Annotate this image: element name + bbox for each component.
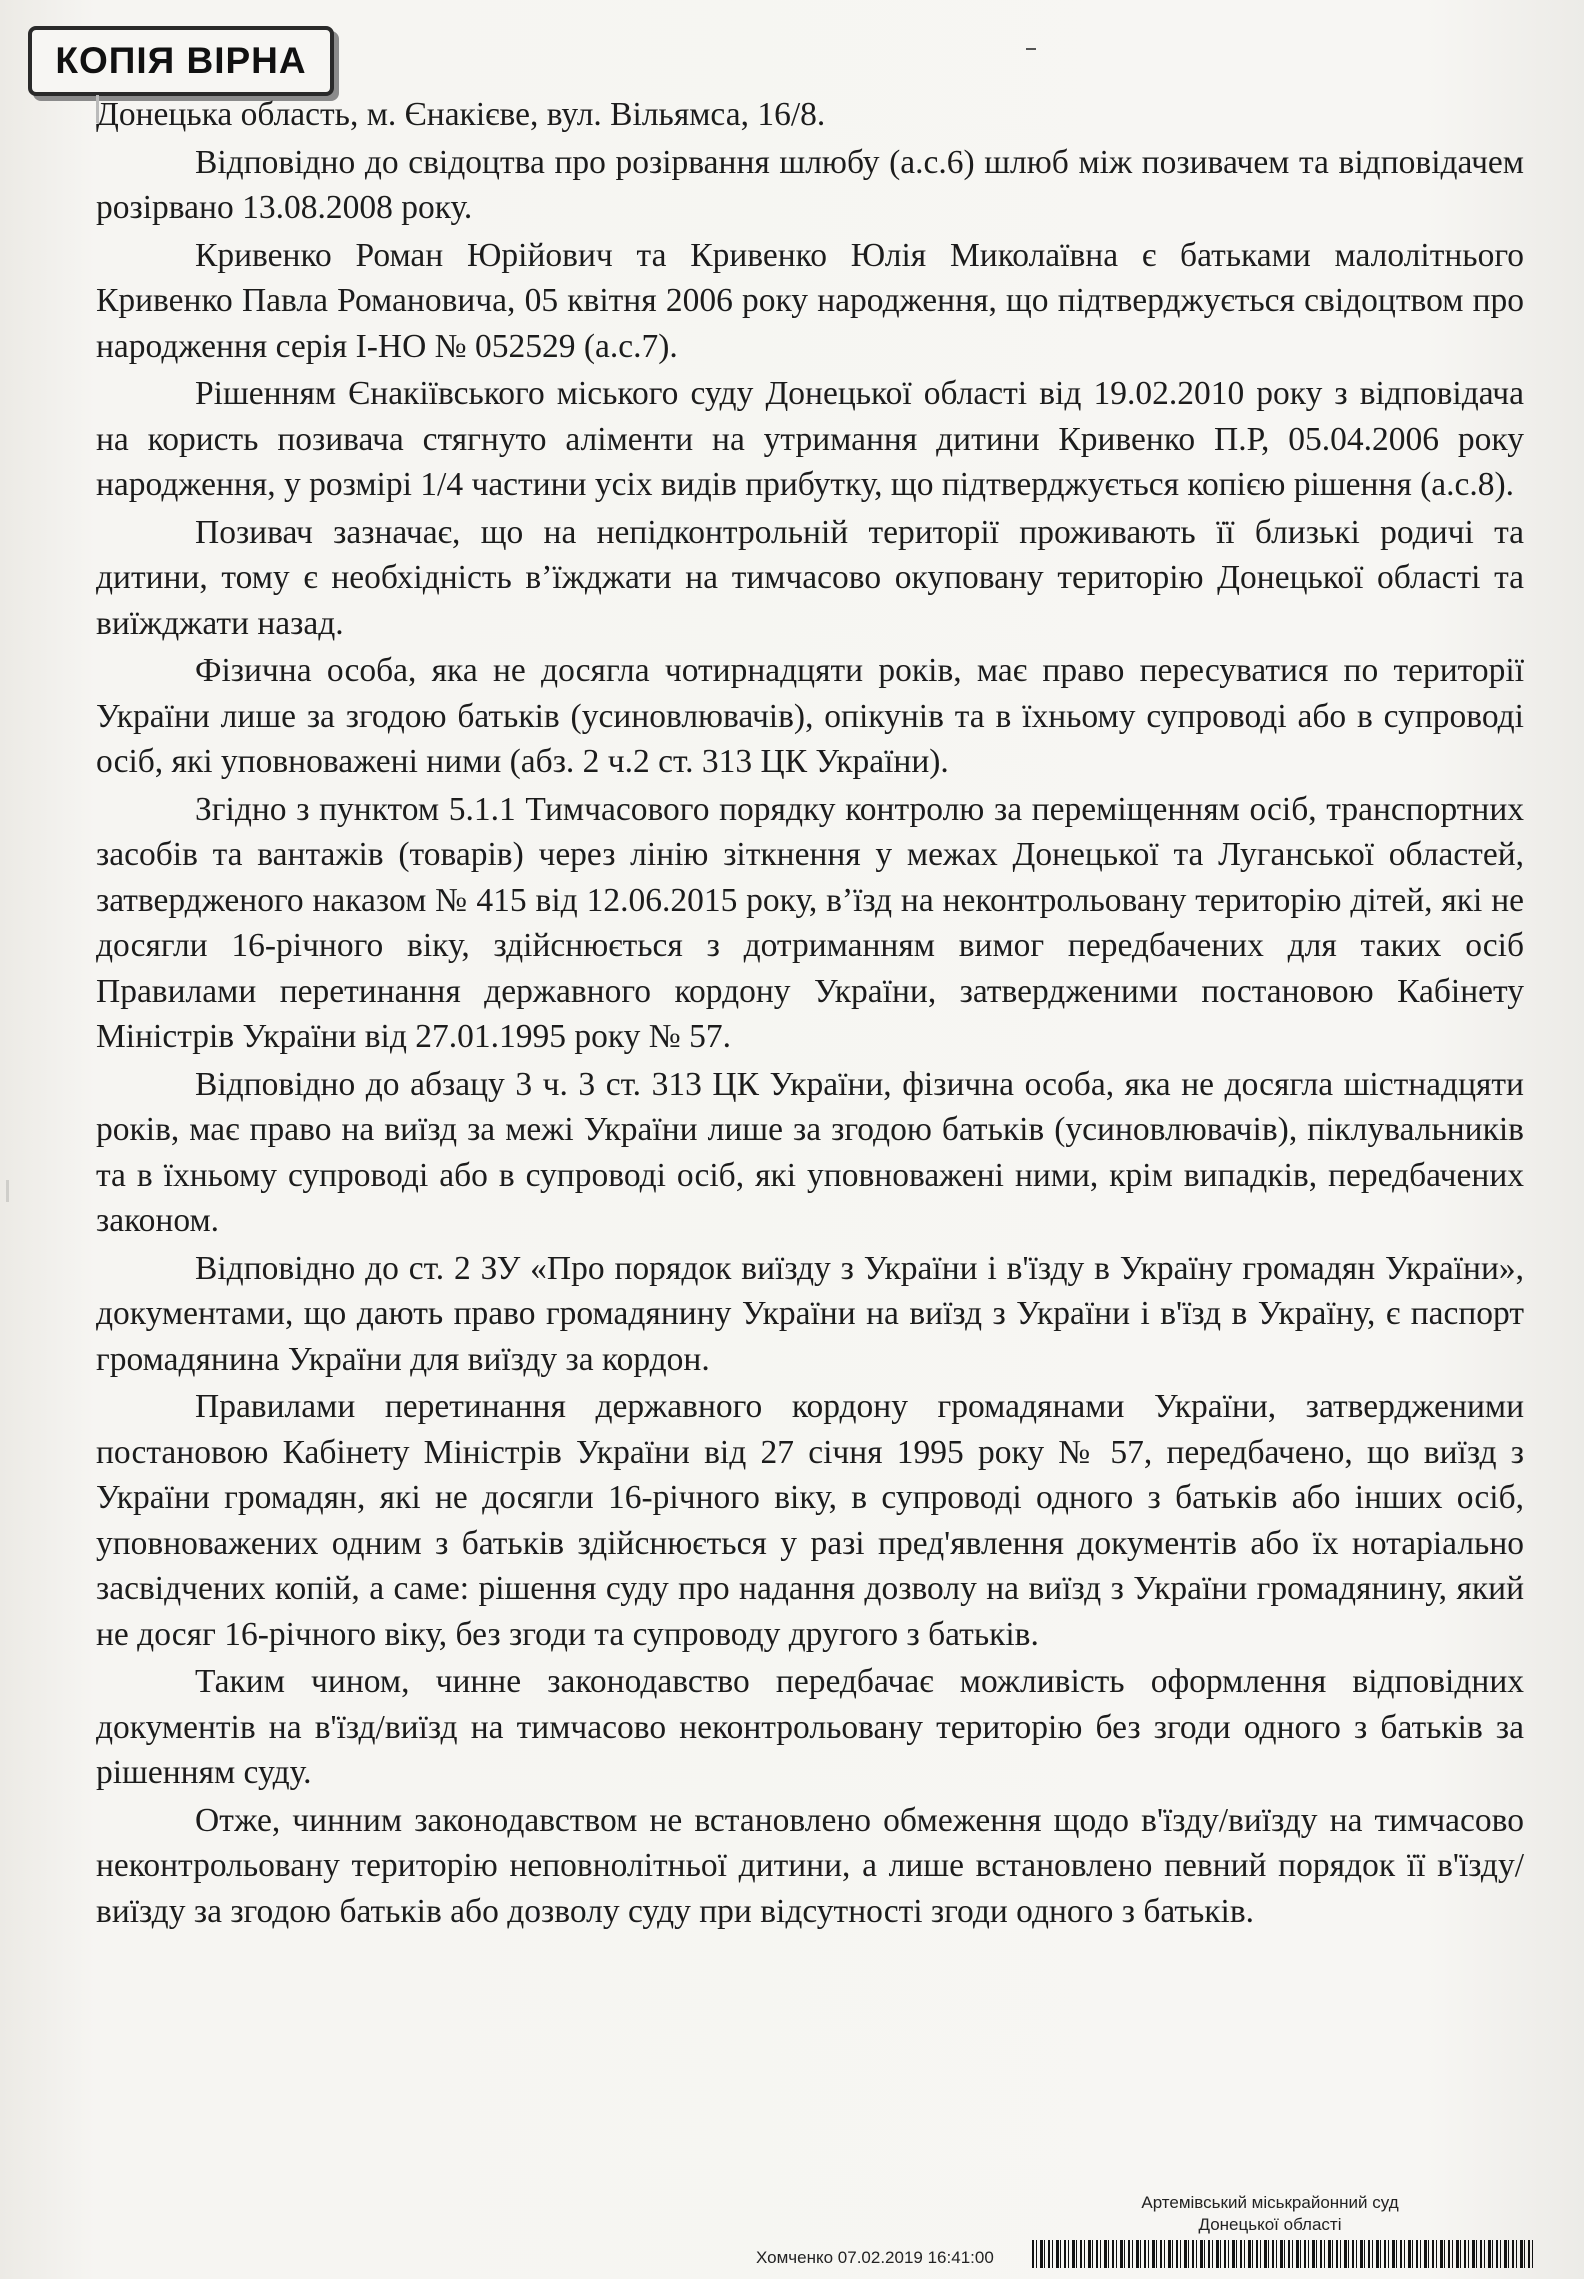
paragraph: Відповідно до свідоцтва про розірвання шлюбу (а.с.6) шлюб між позивачем та відповідачем розірвано 13.08.2008 року. <box>96 143 1524 226</box>
court-line-2: Донецької області <box>1198 2215 1342 2234</box>
document-body <box>96 92 1524 1936</box>
court-name <box>1080 2192 1460 2236</box>
paragraph: Відповідно до абзацу 3 ч. 3 ст. 313 ЦК України, фізична особа, яка не досягла шістнадцяти років, має право на виїзд за межі України лише за згодою батьків (усиновлювачів), піклувальників та в їхньому супроводі або в супроводі осіб, які уповноважені ними, крім випадків, передбачених законом. <box>96 1065 1524 1239</box>
paragraph: Кривенко Роман Юрійович та Кривенко Юлія Миколаївна є батьками малолітнього Кривенко Павла Романовича, 05 квітня 2006 року народження, що підтверджується свідоцтвом про народження серія І-НО № 052529 (а.с.7). <box>96 236 1524 365</box>
barcode <box>1032 2240 1536 2268</box>
page-mark <box>1026 48 1036 50</box>
scan-artifact <box>6 1180 9 1202</box>
paragraph: Відповідно до ст. 2 ЗУ «Про порядок виїзду з України і в'їзду в Україну громадян України», документами, що дають право громадянину України на виїзд з України і в'їзд в Україну, є паспорт громадянина України для виїзду за кордон. <box>96 1249 1524 1378</box>
paragraph: Правилами перетинання державного кордону громадянами України, затвердженими постановою Кабінету Міністрів України від 27 січня 1995 року № 57, передбачено, що виїзд з України громадян, які не досягли 16-річного віку, в супроводі одного з батьків або інших осіб, уповноважених одним з батьків здійснюється у разі пред'явлення документів або їх нотаріально засвідчених копій, а саме: рішення суду про надання дозволу на виїзд з України громадянину, який не досяг 16-річного віку, без згоди та супроводу другого з батьків. <box>96 1388 1524 1653</box>
court-line-1: Артемівський міськрайонний суд <box>1141 2193 1399 2212</box>
paragraph: Фізична особа, яка не досягла чотирнадцяти років, має право пересуватися по території України лише за згодою батьків (усиновлювачів), опікунів та в їхньому супроводі або в супроводі осіб, які уповноважені ними (абз. 2 ч.2 ст. 313 ЦК України). <box>96 652 1524 780</box>
copy-certified-stamp: КОПІЯ ВІРНА <box>28 26 334 96</box>
paragraph: Рішенням Єнакіївського міського суду Донецької області від 19.02.2010 року з відповідача на користь позивача стягнуто аліменти на утримання дитини Кривенко П.Р, 05.04.2006 року народження, у розмірі 1/4 частини усіх видів прибутку, що підтверджується копією рішення (а.с.8). <box>96 375 1524 503</box>
paragraph: Позивач зазначає, що на непідконтрольній території проживають її близькі родичі та дитини, тому є необхідність в’їжджати на тимчасово окуповану територію Донецької області та виїжджати назад. <box>96 513 1524 642</box>
address-line: Донецька область, м. Єнакієве, вул. Вільямса, 16/8. <box>96 96 826 133</box>
registration-stamp: Хомченко 07.02.2019 16:41:00 <box>756 2248 994 2267</box>
paragraph: Отже, чинним законодавством не встановлено обмеження щодо в'їзду/виїзду на тимчасово неконтрольовану територію неповнолітньої дитини, а лише встановлено певний порядок її в'їзду/виїзду за згодою батьків або дозволу суду при відсутності згоди одного з батьків. <box>96 1801 1524 1930</box>
paragraph: Таким чином, чинне законодавство передбачає можливість оформлення відповідних документів на в'їзд/виїзд на тимчасово неконтрольовану територію без згоди одного з батьків за рішенням суду. <box>96 1663 1524 1791</box>
paragraph: Згідно з пунктом 5.1.1 Тимчасового порядку контролю за переміщенням осіб, транспортних засобів та вантажів (товарів) через лінію зіткнення у межах Донецької та Луганської областей, затвердженого наказом № 415 від 12.06.2015 року, в’їзд на неконтрольовану територію дітей, які не досягли 16-річного віку, здійснюється з дотриманням вимог передбачених для таких осіб Правилами перетинання державного кордону України, затвердженими постановою Кабінету Міністрів України від 27.01.1995 року № 57. <box>96 790 1524 1055</box>
